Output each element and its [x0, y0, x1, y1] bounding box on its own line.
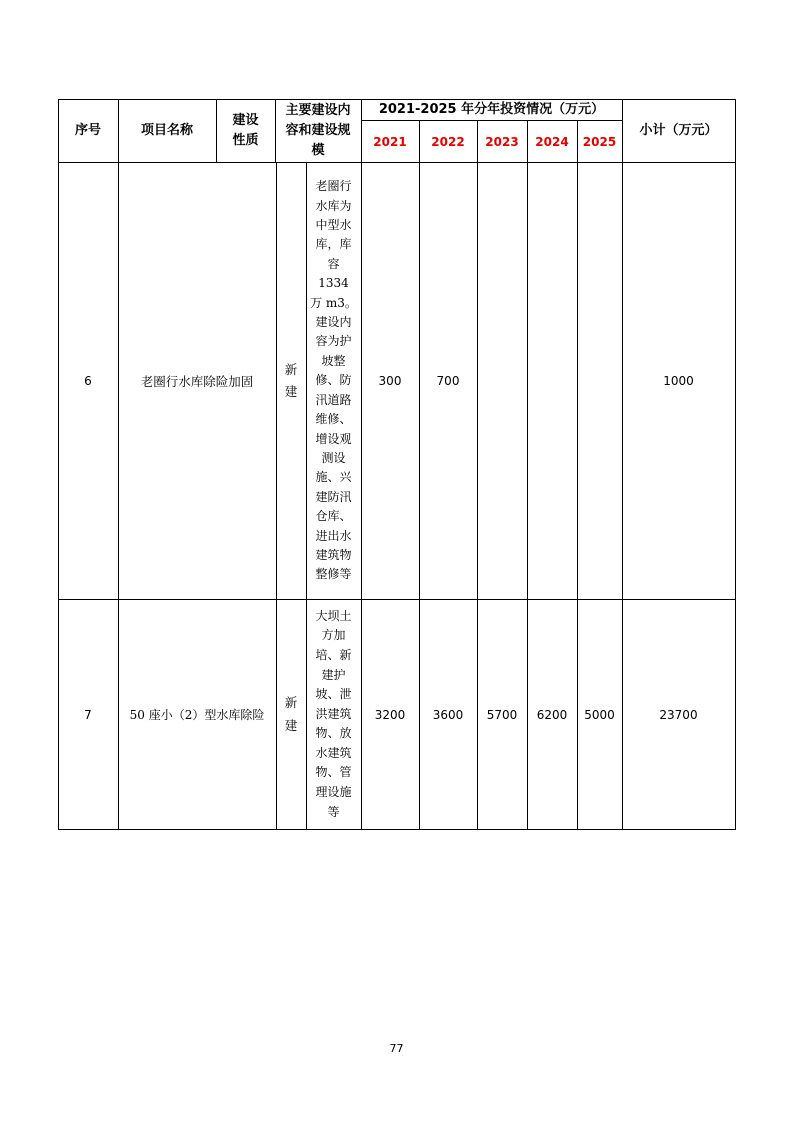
row-6-project-name: 老圈行水库除险加固: [140, 374, 254, 389]
page-number: 77: [389, 1042, 404, 1055]
row-6-subtotal: 1000: [663, 374, 694, 388]
row-7-construction-content: 大坝土 方加 培、新 建护 坡、泄 洪建筑 物、放 水建筑 物、管 理设施 等: [315, 608, 352, 819]
header-subtotal: 小计（万元）: [639, 123, 718, 138]
row-7-year-2025: 5000: [584, 707, 615, 722]
header-year-2022: 2022: [431, 134, 465, 149]
row-6-year-2021: 300: [378, 374, 402, 388]
row-6-year-2023: [477, 163, 527, 599]
row-6-year-2024: [527, 163, 577, 599]
header-year-2021: 2021: [373, 134, 407, 149]
row-6-seq: 6: [84, 374, 92, 388]
header-year-2024: 2024: [535, 134, 569, 149]
row-6-construction-nature: 新 建: [284, 361, 298, 399]
row-6-year-2025: [577, 163, 622, 599]
row-6-year-2022: 700: [436, 374, 460, 388]
table-border-bottom: [58, 829, 736, 830]
row-7-year-2023: 5700: [486, 707, 518, 722]
row-7-construction-nature: 新 建: [284, 695, 298, 733]
header-investment-group: 2021-2025 年分年投资情况（万元）: [378, 102, 605, 117]
table-border-right: [735, 99, 736, 830]
header-year-2025: 2025: [582, 134, 617, 149]
row-7-year-2021: 3200: [374, 707, 406, 722]
row-7-year-2024: 6200: [536, 707, 568, 722]
row-7-project-name: 50 座小（2）型水库除险: [129, 708, 265, 722]
row-6-construction-content: 老圈行 水库为 中型水 库，库 容 1334 万 m3。 建设内 容为护 坡整 修、防 汛道路 维修、 增设观 测设 施、兴 建防汛 仓库、 进出水 建筑物 整修等: [310, 179, 357, 582]
header-construction-content: 主要建设内 容和建设规 模: [285, 103, 351, 158]
header-construction-nature: 建设 性质: [232, 113, 259, 148]
row-7-year-2022: 3600: [432, 707, 464, 722]
row-7-subtotal: 23700: [659, 707, 698, 722]
header-project-name: 项目名称: [140, 123, 193, 138]
row-7-seq: 7: [84, 707, 92, 722]
header-year-2023: 2023: [485, 134, 519, 149]
header-seq: 序号: [74, 123, 101, 138]
